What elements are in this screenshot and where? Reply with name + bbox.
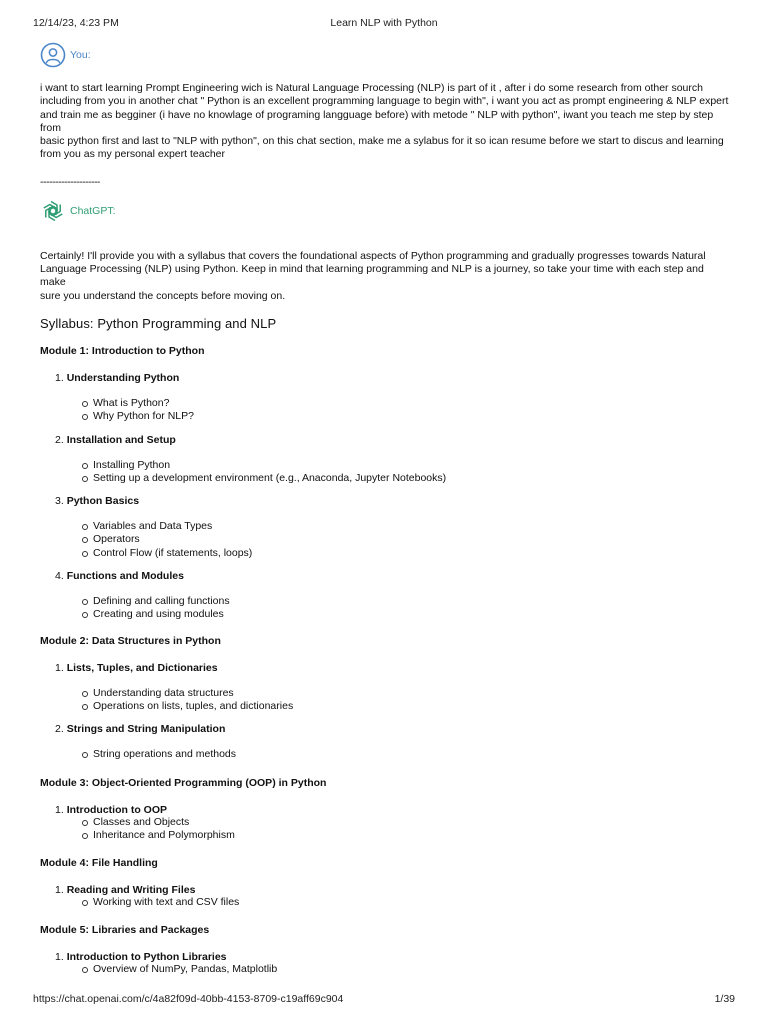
topic-number: 1. <box>55 803 64 816</box>
user-message <box>40 82 730 162</box>
list-item: Overview of NumPy, Pandas, Matplotlib <box>82 963 730 976</box>
topic-heading <box>40 495 730 507</box>
list-item: Operators <box>82 533 730 546</box>
topic-heading <box>40 804 730 816</box>
message-line: including from you in another chat " Python is an excellent programming language to begin with", i want you act as prompt engineering & NLP expert <box>40 95 729 108</box>
list-item: Variables and Data Types <box>82 520 730 533</box>
print-title: Learn NLP with Python <box>330 17 438 29</box>
message-line: from you as my personal expert teacher <box>40 148 226 161</box>
list-item: Defining and calling functions <box>82 595 730 608</box>
list-item: String operations and methods <box>82 748 730 761</box>
topic-items <box>40 816 730 843</box>
topic-number: 2. <box>55 723 64 736</box>
topic-items <box>40 963 730 976</box>
topic-title: Python Basics <box>66 495 140 508</box>
message-line: Certainly! I'll provide you with a syllabus that covers the foundational aspects of Python programming and gradually progresses towards Natural <box>40 249 706 262</box>
topic-heading <box>40 372 730 384</box>
topic-number: 3. <box>55 495 64 508</box>
topic-title: Reading and Writing Files <box>66 884 196 897</box>
user-speaker <box>40 40 730 70</box>
module-title: Module 3: Object-Oriented Programming (OOP) in Python <box>40 776 327 789</box>
message-line: basic python first and last to "NLP with python", on this chat section, make me a sylabus for it so ican resume before we start to discus and learning <box>40 135 724 148</box>
topic-title: Strings and String Manipulation <box>66 723 226 736</box>
list-item: Setting up a development environment (e.g., Anaconda, Jupyter Notebooks) <box>82 472 730 485</box>
assistant-name: ChatGPT: <box>70 204 116 217</box>
print-url[interactable]: https://chat.openai.com/c/4a82f09d-40bb-4153-8709-c19aff69c904 <box>33 993 344 1005</box>
topic-items <box>40 459 730 486</box>
topic-items <box>40 397 730 424</box>
topic-title: Introduction to Python Libraries <box>66 951 227 964</box>
list-item: Creating and using modules <box>82 608 730 621</box>
module-title: Module 4: File Handling <box>40 857 158 870</box>
user-avatar-icon <box>40 42 66 68</box>
list-item: Inheritance and Polymorphism <box>82 829 730 842</box>
topic-number: 1. <box>55 371 64 384</box>
topic-items <box>40 748 730 761</box>
topic-heading <box>40 434 730 446</box>
page-number: 1/39 <box>714 993 735 1005</box>
message-line: sure you understand the concepts before moving on. <box>40 289 286 302</box>
topic-number: 1. <box>55 884 64 897</box>
list-item: Working with text and CSV files <box>82 896 730 909</box>
topic-heading <box>40 570 730 582</box>
topic-title: Installation and Setup <box>66 433 176 446</box>
topic-items <box>40 687 730 714</box>
module-title: Module 2: Data Structures in Python <box>40 634 221 647</box>
conversation <box>40 40 730 977</box>
topic-number: 4. <box>55 570 64 583</box>
module-title: Module 5: Libraries and Packages <box>40 924 210 937</box>
list-item: Understanding data structures <box>82 687 730 700</box>
topic-heading <box>40 723 730 735</box>
assistant-speaker <box>40 196 730 226</box>
message-line: Language Processing (NLP) using Python. Keep in mind that learning programming and NLP is a journey, so take your time with each step and make <box>40 263 704 289</box>
message-divider: -------------------- <box>40 175 100 188</box>
list-item: What is Python? <box>82 397 730 410</box>
topic-items <box>40 520 730 560</box>
list-item: Classes and Objects <box>82 816 730 829</box>
list-item: Operations on lists, tuples, and dictionaries <box>82 700 730 713</box>
message-line: i want to start learning Prompt Engineering wich is Natural Language Processing (NLP) is part of it , after i do some research from other sourch <box>40 82 703 94</box>
user-name: You: <box>70 49 91 61</box>
topic-title: Lists, Tuples, and Dictionaries <box>66 661 218 674</box>
assistant-message <box>40 250 730 303</box>
topic-items <box>40 595 730 622</box>
topic-heading <box>40 662 730 674</box>
list-item: Why Python for NLP? <box>82 410 730 423</box>
list-item: Installing Python <box>82 459 730 472</box>
message-line: and train me as begginer (i have no knowlage of programing langguage before) with metode " NLP with python", iwant you teach me step by step from <box>40 108 714 134</box>
syllabus-title: Syllabus: Python Programming and NLP <box>40 315 277 331</box>
topic-number: 1. <box>55 661 64 674</box>
topic-title: Understanding Python <box>66 371 180 384</box>
print-footer <box>33 993 735 1009</box>
topic-heading <box>40 884 730 896</box>
module-title: Module 1: Introduction to Python <box>40 344 205 357</box>
topic-number: 1. <box>55 951 64 964</box>
topic-number: 2. <box>55 433 64 446</box>
list-item: Control Flow (if statements, loops) <box>82 547 730 560</box>
topic-title: Introduction to OOP <box>66 803 168 816</box>
topic-heading <box>40 951 730 963</box>
topic-items <box>40 896 730 909</box>
print-header <box>33 17 735 33</box>
openai-logo-icon <box>40 198 66 224</box>
print-datetime: 12/14/23, 4:23 PM <box>33 17 119 29</box>
topic-title: Functions and Modules <box>66 570 184 583</box>
